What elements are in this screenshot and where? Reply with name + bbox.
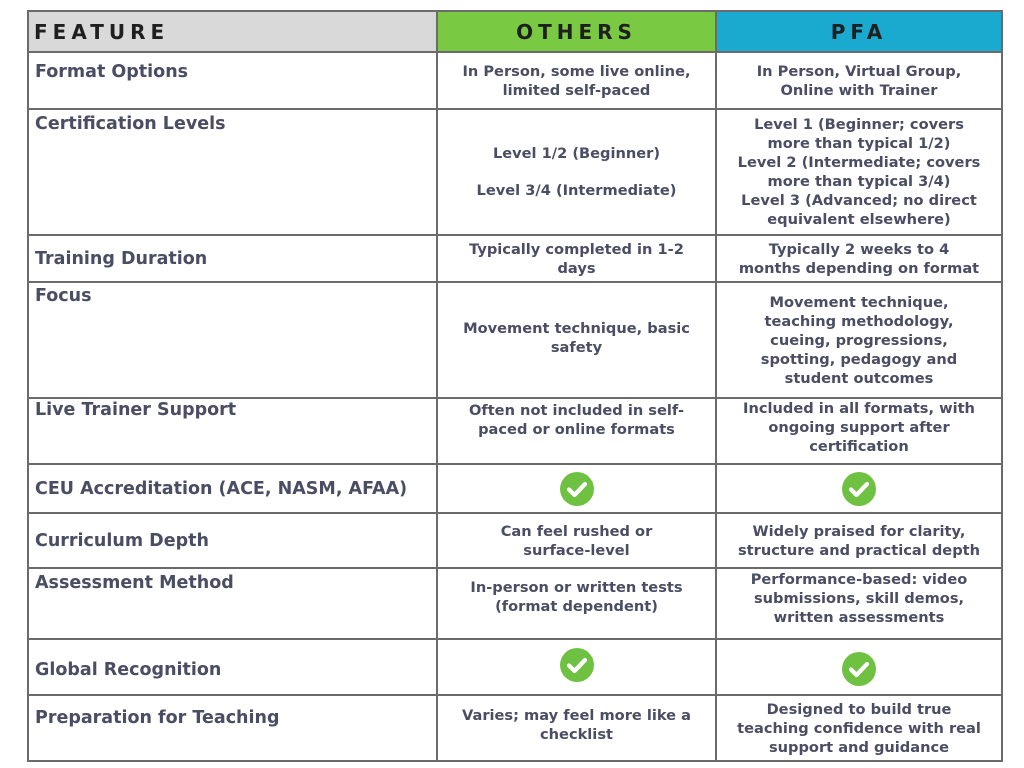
grid-line [27, 694, 1003, 696]
row-curriculum-depth-pfa [716, 513, 1002, 568]
grid-line [27, 108, 1003, 110]
grid-line [715, 10, 717, 762]
header-feature-label: FEATURE [34, 19, 170, 44]
value-line: spotting, pedagogy and [760, 350, 958, 368]
row-live-trainer-support-feature [28, 398, 437, 464]
feature-label: CEU Accreditation (ACE, NASM, AFAA) [35, 478, 408, 499]
row-global-recognition-others [437, 639, 716, 695]
grid-line [27, 234, 1003, 236]
header-feature [28, 11, 437, 52]
row-format-options-feature [28, 52, 437, 109]
value-line: ongoing support after [768, 419, 950, 436]
value-line: Included in all formats, with [743, 400, 975, 417]
grid-line [27, 51, 1003, 53]
value-line: Typically completed in 1-2 [469, 240, 684, 258]
value-line: months depending on format [738, 259, 980, 277]
value-line: student outcomes [784, 369, 934, 387]
header-others [437, 11, 716, 52]
value-line: limited self-paced [502, 81, 651, 99]
row-global-recognition-feature [28, 639, 437, 695]
value-line: cueing, progressions, [770, 331, 948, 349]
grid-line [27, 760, 1003, 762]
row-ceu-accreditation-others [437, 464, 716, 513]
feature-label: Focus [35, 286, 92, 306]
value-line: Can feel rushed or [500, 522, 653, 540]
header-pfa [716, 11, 1002, 52]
grid-line [27, 567, 1003, 569]
check-circle-icon [560, 648, 594, 682]
row-assessment-method-others [437, 568, 716, 639]
grid-line [27, 463, 1003, 465]
row-focus-feature [28, 282, 437, 398]
row-format-options-others [437, 52, 716, 109]
value-line: In Person, some live online, [462, 62, 691, 80]
header-others-label: OTHERS [516, 19, 637, 44]
value-line: Designed to build true [766, 700, 952, 718]
row-global-recognition-pfa [716, 639, 1002, 695]
value-line: In Person, Virtual Group, [756, 62, 962, 80]
check-circle-icon [842, 472, 876, 506]
feature-label: Format Options [35, 62, 189, 82]
feature-label: Curriculum Depth [35, 530, 209, 551]
value-line: written assessments [773, 609, 945, 626]
row-live-trainer-support-others [437, 398, 716, 464]
value-line: Widely praised for clarity, [752, 522, 966, 540]
value-line: Often not included in self- [468, 402, 685, 419]
value-line: checklist [540, 726, 613, 743]
value-line: safety [550, 338, 603, 356]
row-preparation-for-teaching-feature [28, 695, 437, 761]
row-focus-others [437, 282, 716, 398]
row-ceu-accreditation-feature [28, 464, 437, 513]
value-line: Level 3 (Advanced; no direct [741, 192, 977, 209]
feature-label: Global Recognition [35, 660, 222, 680]
feature-label: Preparation for Teaching [35, 708, 280, 728]
grid-line [27, 10, 1003, 12]
feature-label: Live Trainer Support [35, 400, 237, 420]
value-line: Movement technique, basic [463, 319, 690, 337]
row-certification-levels-feature [28, 109, 437, 235]
row-certification-levels-others [437, 109, 716, 235]
grid-line [1001, 10, 1003, 762]
row-assessment-method-pfa [716, 568, 1002, 639]
value-line: (format dependent) [495, 597, 658, 615]
value-line: certification [809, 438, 909, 455]
value-line: support and guidance [768, 738, 950, 756]
value-line: Level 3/4 (Intermediate) [476, 182, 677, 199]
value-line: Typically 2 weeks to 4 [768, 240, 950, 258]
grid-line [27, 397, 1003, 399]
row-training-duration-others [437, 235, 716, 282]
value-line: structure and practical depth [737, 541, 981, 559]
row-live-trainer-support-pfa [716, 398, 1002, 464]
row-assessment-method-feature [28, 568, 437, 639]
value-line: paced or online formats [478, 421, 675, 438]
value-line: Performance-based: video [750, 571, 968, 588]
value-line: equivalent elsewhere) [767, 211, 951, 228]
grid-line [436, 10, 438, 762]
feature-label: Assessment Method [35, 573, 234, 593]
value-line: teaching methodology, [764, 312, 954, 330]
value-line: Level 1 (Beginner; covers [754, 116, 964, 133]
check-circle-icon [560, 472, 594, 506]
value-line: In-person or written tests [470, 578, 683, 596]
value-line: teaching confidence with real [737, 719, 981, 737]
row-preparation-for-teaching-pfa [716, 695, 1002, 761]
row-format-options-pfa [716, 52, 1002, 109]
row-ceu-accreditation-pfa [716, 464, 1002, 513]
row-curriculum-depth-feature [28, 513, 437, 568]
value-line: Level 1/2 (Beginner) [492, 145, 661, 162]
row-preparation-for-teaching-others [437, 695, 716, 761]
value-line: Online with Trainer [780, 81, 938, 99]
grid-line [27, 512, 1003, 514]
value-line: submissions, skill demos, [753, 590, 965, 607]
grid-line [27, 281, 1003, 283]
feature-label: Certification Levels [35, 114, 226, 134]
grid-line [27, 10, 29, 762]
row-certification-levels-pfa [716, 109, 1002, 235]
value-line: surface-level [523, 541, 630, 559]
value-line: more than typical 3/4) [767, 173, 951, 190]
value-line: days [557, 259, 596, 277]
grid-line [27, 638, 1003, 640]
row-focus-pfa [716, 282, 1002, 398]
header-pfa-label: PFA [830, 19, 888, 44]
value-line: Movement technique, [769, 293, 949, 311]
check-circle-icon [842, 652, 876, 686]
value-line: Varies; may feel more like a [461, 707, 692, 724]
row-training-duration-feature [28, 235, 437, 282]
value-line: more than typical 1/2) [767, 135, 951, 152]
value-line: Level 2 (Intermediate; covers [737, 154, 981, 171]
feature-label: Training Duration [35, 248, 208, 269]
row-training-duration-pfa [716, 235, 1002, 282]
row-curriculum-depth-others [437, 513, 716, 568]
